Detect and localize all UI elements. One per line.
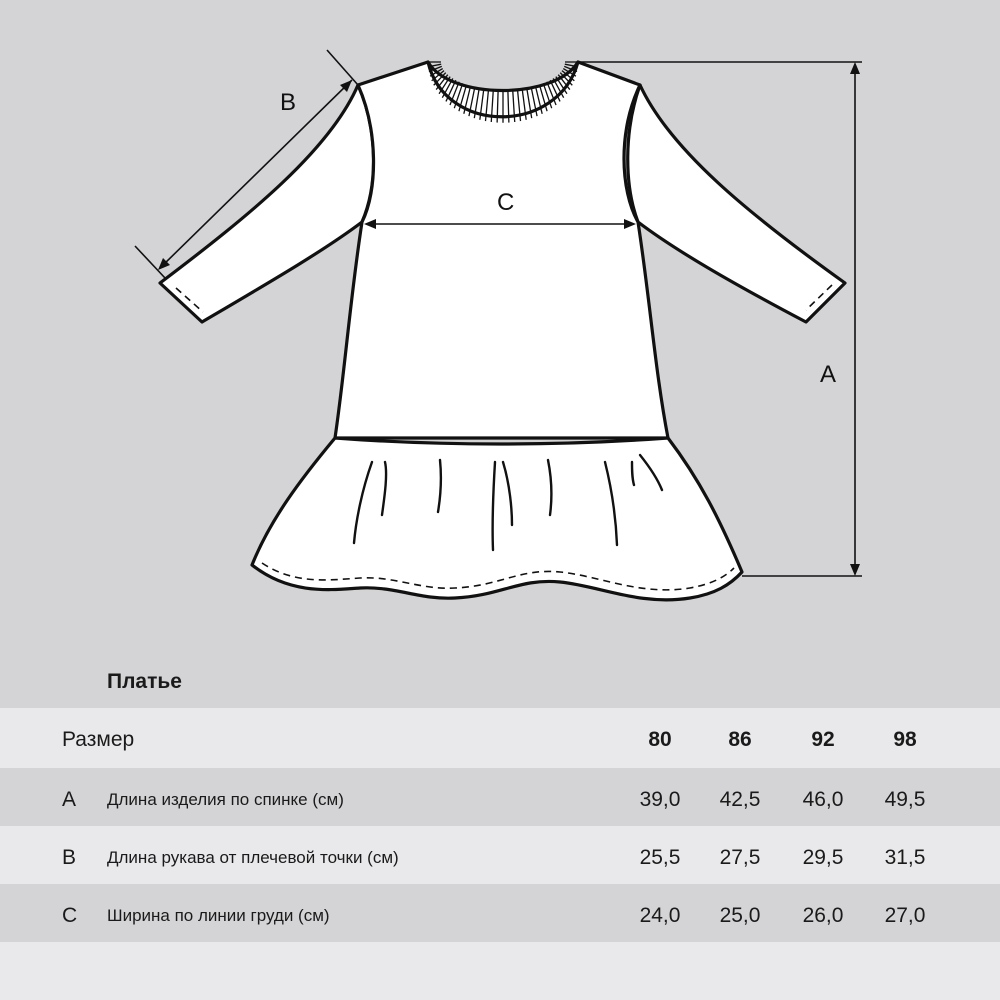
dimension-a-arrow-top <box>850 62 860 74</box>
bodice <box>335 62 668 438</box>
row-description: Длина рукава от плечевой точки (см) <box>107 848 399 867</box>
table-title: Платье <box>107 670 182 693</box>
dimension-c-label: C <box>497 189 515 216</box>
dimension-b-tick-bottom <box>135 246 165 278</box>
size-header-row <box>0 708 1000 768</box>
table-row <box>0 768 1000 826</box>
row-value: 39,0 <box>639 788 681 811</box>
row-description: Ширина по линии груди (см) <box>107 906 330 925</box>
right-sleeve <box>628 85 845 322</box>
table-footer-row <box>0 942 1000 1000</box>
size-column-header: 86 <box>728 728 752 751</box>
dimension-b-tick-top <box>327 50 358 85</box>
row-description: Длина изделия по спинке (см) <box>107 790 344 809</box>
size-header-label: Размер <box>62 728 135 751</box>
size-column-header: 98 <box>893 728 917 751</box>
row-value: 25,5 <box>639 846 681 869</box>
row-value: 27,5 <box>719 846 761 869</box>
dimension-b-label: B <box>280 89 297 116</box>
left-sleeve <box>160 85 374 322</box>
row-value: 49,5 <box>884 788 926 811</box>
dimension-a-label: A <box>820 361 837 388</box>
row-value: 46,0 <box>802 788 844 811</box>
row-value: 27,0 <box>884 904 926 927</box>
dimension-a-arrow-bottom <box>850 564 860 576</box>
size-column-header: 80 <box>648 728 672 751</box>
row-letter: A <box>62 788 77 811</box>
size-table <box>0 708 1000 1000</box>
row-value: 24,0 <box>639 904 681 927</box>
row-value: 25,0 <box>719 904 761 927</box>
row-letter: B <box>62 846 77 869</box>
row-value: 29,5 <box>802 846 844 869</box>
row-letter: C <box>62 904 78 927</box>
table-row <box>0 884 1000 942</box>
size-column-header: 92 <box>811 728 835 751</box>
table-row <box>0 826 1000 884</box>
row-value: 31,5 <box>884 846 926 869</box>
row-value: 26,0 <box>802 904 844 927</box>
skirt-flounce <box>252 438 742 600</box>
row-value: 42,5 <box>719 788 761 811</box>
